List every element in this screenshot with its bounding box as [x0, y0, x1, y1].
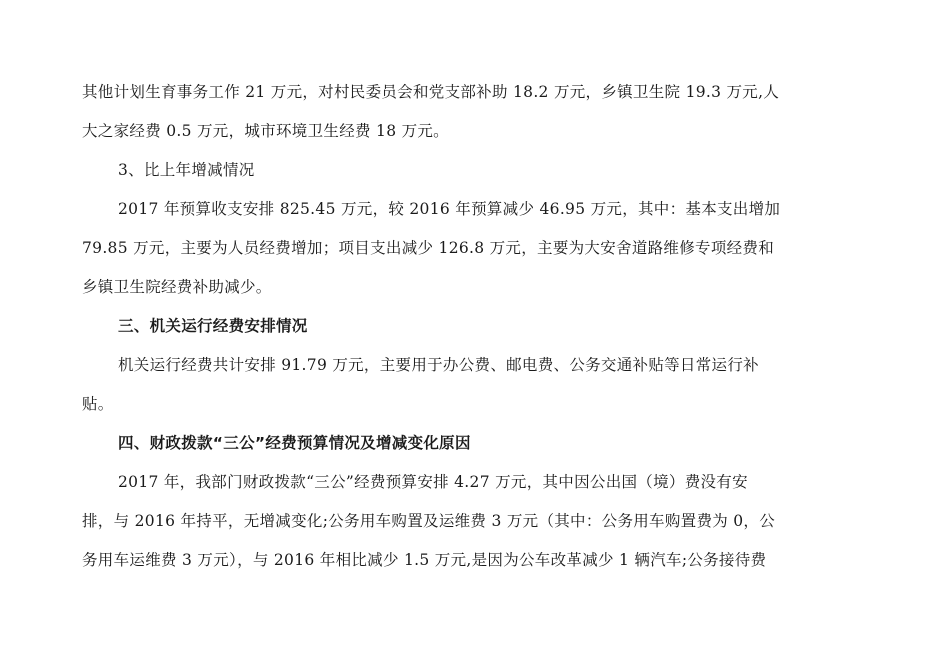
- paragraph-line: 排，与 2016 年持平，无增减变化;公务用车购置及运维费 3 万元（其中：公务用车购置费为 0，公: [82, 512, 776, 530]
- subsection-heading: 3、比上年增减情况: [118, 161, 255, 179]
- paragraph-line: 大之家经费 0.5 万元，城市环境卫生经费 18 万元。: [82, 122, 449, 140]
- section-heading: 四、财政拨款“三公”经费预算情况及增减变化原因: [118, 434, 471, 452]
- paragraph-line: 乡镇卫生院经费补助减少。: [82, 278, 272, 296]
- paragraph-line: 其他计划生育事务工作 21 万元，对村民委员会和党支部补助 18.2 万元，乡镇卫生院 19.3 万元,人: [82, 83, 780, 101]
- paragraph-line: 贴。: [82, 395, 114, 413]
- section-heading: 三、机关运行经费安排情况: [118, 317, 308, 335]
- paragraph-line: 2017 年，我部门财政拨款“三公”经费预算安排 4.27 万元，其中因公出国（境）费没有安: [118, 473, 748, 491]
- paragraph-line: 2017 年预算收支安排 825.45 万元，较 2016 年预算减少 46.95 万元，其中：基本支出增加: [118, 200, 781, 218]
- paragraph-line: 机关运行经费共计安排 91.79 万元，主要用于办公费、邮电费、公务交通补贴等日常运行补: [118, 356, 759, 374]
- paragraph-line: 79.85 万元，主要为人员经费增加；项目支出减少 126.8 万元，主要为大安舍道路维修专项经费和: [82, 239, 775, 257]
- paragraph-line: 务用车运维费 3 万元），与 2016 年相比减少 1.5 万元,是因为公车改革减少 1 辆汽车;公务接待费: [82, 551, 767, 569]
